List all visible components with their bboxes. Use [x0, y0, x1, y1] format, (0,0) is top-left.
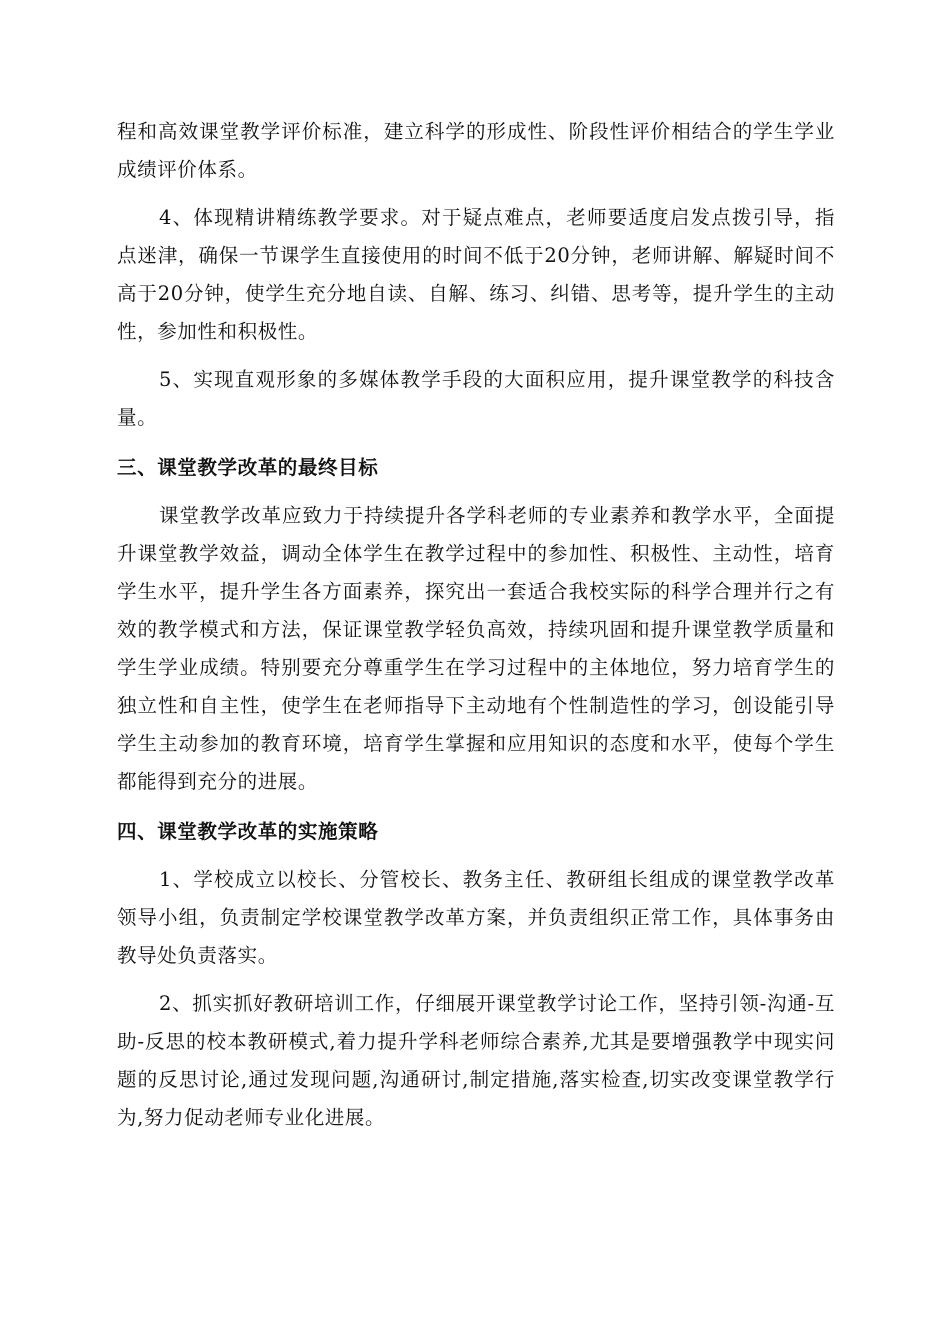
- section-heading-3: 三、课堂教学改革的最终目标: [117, 456, 379, 479]
- paragraph-item-4: 4、体现精讲精练教学要求。对于疑点难点，老师要适度启发点拨引导，指点迷津，确保一节课学生直接使用的时间不低于20分钟，老师讲解、解疑时间不高于20分钟，使学生充分地自读、自解、练习、纠错、思考等，提升学生的主动性，参加性和积极性。: [117, 206, 835, 343]
- section-heading-4: 四、课堂教学改革的实施策略: [117, 820, 379, 843]
- section-4-item-2: 2、抓实抓好教研培训工作，仔细展开课堂教学讨论工作，坚持引领-沟通-互助-反思的校本教研模式,着力提升学科老师综合素养,尤其是要增强教学中现实问题的反思讨论,通过发现问题,沟通研讨,制定措施,落实检查,切实改变课堂教学行为,努力促动老师专业化进展。: [117, 992, 835, 1129]
- section-3-body: 课堂教学改革应致力于持续提升各学科老师的专业素养和教学水平，全面提升课堂教学效益，调动全体学生在教学过程中的参加性、积极性、主动性，培育学生水平，提升学生各方面素养，探究出一套适合我校实际的科学合理并行之有效的教学模式和方法，保证课堂教学轻负高效，持续巩固和提升课堂教学质量和学生学业成绩。特别要充分尊重学生在学习过程中的主体地位，努力培育学生的独立性和自主性，使学生在老师指导下主动地有个性制造性的学习，创设能引导学生主动参加的教育环境，培育学生掌握和应用知识的态度和水平，使每个学生都能得到充分的进展。: [117, 504, 835, 793]
- paragraph-continuation: 程和高效课堂教学评价标准，建立科学的形成性、阶段性评价相结合的学生学业成绩评价体系。: [117, 120, 835, 181]
- paragraph-item-5: 5、实现直观形象的多媒体教学手段的大面积应用，提升课堂教学的科技含量。: [117, 368, 835, 429]
- section-4-item-1: 1、学校成立以校长、分管校长、教务主任、教研组长组成的课堂教学改革领导小组，负责制定学校课堂教学改革方案，并负责组织正常工作，具体事务由教导处负责落实。: [117, 868, 835, 967]
- document-page: [117, 113, 835, 1137]
